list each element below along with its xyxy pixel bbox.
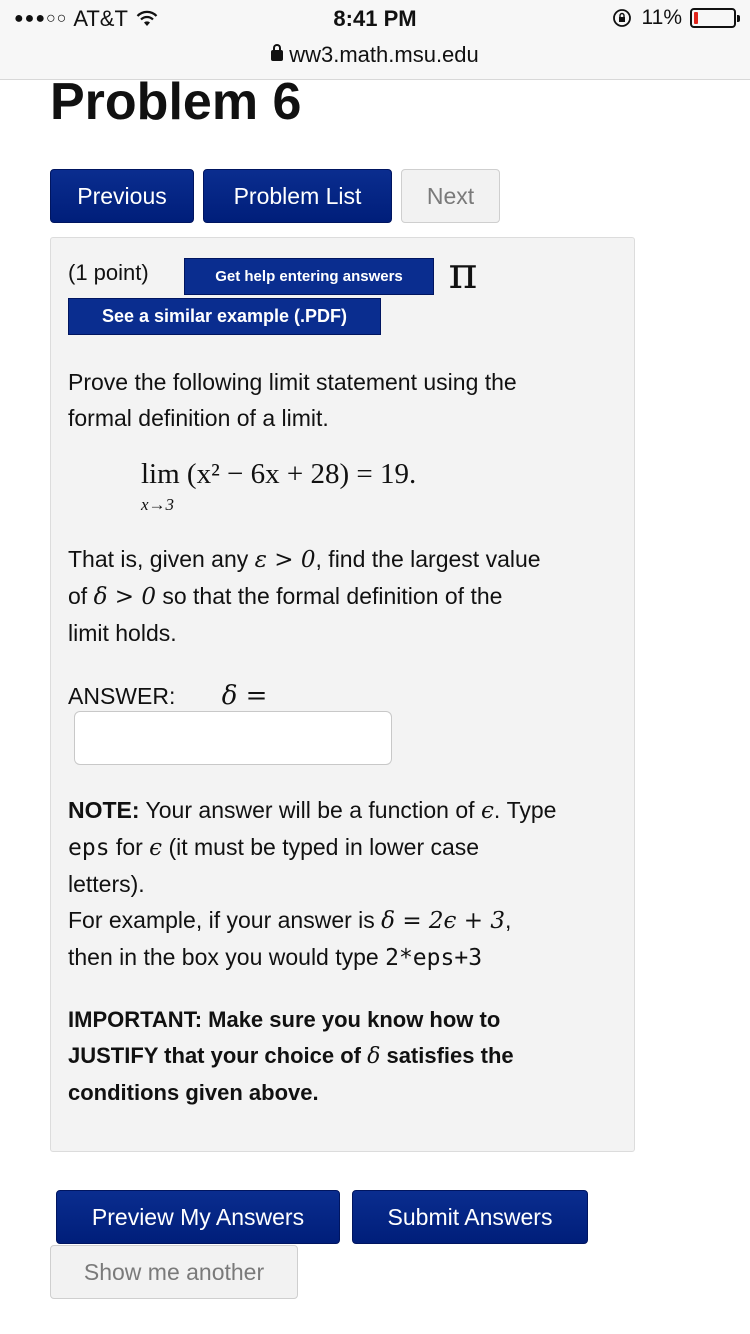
note-line-1	[68, 792, 623, 829]
instruction-text	[68, 541, 623, 651]
eps-code: eps	[68, 835, 110, 861]
intro-line-2: formal definition of a limit.	[68, 405, 329, 431]
help-entering-answers-button[interactable]: Get help entering answers	[184, 258, 434, 295]
limit-subscript: x→3	[141, 495, 175, 514]
instruction-line-3: limit holds.	[68, 620, 177, 646]
important-text-part: JUSTIFY that your choice of	[68, 1043, 368, 1068]
note-line-2	[68, 829, 623, 866]
pi-icon[interactable]: π	[448, 248, 478, 299]
show-another-button[interactable]: Show me another	[50, 1245, 298, 1299]
note-text-part: (it must be typed in lower case	[162, 834, 480, 860]
url-text: ww3.math.msu.edu	[289, 42, 479, 67]
similar-example-button[interactable]: See a similar example (.PDF)	[68, 298, 381, 335]
signal-strength-icon: ●●●○○	[14, 10, 68, 27]
epsilon-symbol: ϵ	[480, 798, 494, 824]
important-line-3: conditions given above.	[68, 1080, 319, 1105]
clock: 8:41 PM	[333, 6, 417, 31]
problem-panel	[50, 237, 635, 1152]
important-text	[68, 1002, 623, 1111]
example-code: 2*eps+3	[385, 945, 483, 971]
instruction-text-part: of	[68, 583, 94, 609]
answer-row	[68, 678, 623, 714]
delta-condition: δ > 0	[93, 584, 156, 610]
important-line-2	[68, 1038, 623, 1075]
rotation-lock-icon	[612, 8, 632, 28]
example-text-part: ,	[504, 907, 512, 933]
example-line-2	[68, 939, 623, 976]
page-title: Problem 6	[50, 73, 302, 131]
problem-list-button[interactable]: Problem List	[203, 169, 392, 223]
epsilon-symbol: ϵ	[149, 835, 163, 861]
point-value: (1 point)	[68, 260, 149, 285]
example-expression: δ = 2ϵ + 3	[381, 908, 505, 934]
battery-icon	[690, 8, 736, 28]
instruction-text-part: , find the largest value	[315, 546, 541, 572]
instruction-text-part: That is, given any	[68, 546, 255, 572]
lock-icon	[271, 50, 283, 61]
battery-level-fill	[694, 12, 698, 24]
answer-input[interactable]	[74, 711, 392, 765]
intro-text	[68, 364, 623, 436]
previous-button[interactable]: Previous	[50, 169, 194, 223]
preview-answers-button[interactable]: Preview My Answers	[56, 1190, 340, 1244]
answer-label: ANSWER:	[68, 683, 176, 709]
limit-expression: lim (x² − 6x + 28) = 19.	[141, 458, 417, 490]
address-bar[interactable]	[0, 42, 750, 68]
status-bar	[0, 0, 750, 80]
note-text-part: for	[109, 834, 150, 860]
intro-line-1: Prove the following limit statement using the	[68, 369, 517, 395]
note-text-part: . Type	[493, 797, 557, 823]
note-line-3: letters).	[68, 871, 145, 897]
example-text-part: For example, if your answer is	[68, 907, 382, 933]
submit-answers-button[interactable]: Submit Answers	[352, 1190, 588, 1244]
next-button[interactable]: Next	[401, 169, 500, 223]
example-line-1	[68, 902, 623, 939]
carrier-name: AT&T	[73, 6, 128, 31]
delta-equals: δ =	[221, 681, 268, 711]
note-text	[68, 792, 623, 976]
example-text-part: then in the box you would type	[68, 944, 386, 970]
instruction-text-part: so that the formal definition of the	[155, 583, 503, 609]
instruction-line-1	[68, 541, 623, 578]
important-text-part: satisfies the	[380, 1043, 514, 1068]
delta-symbol: δ	[367, 1044, 381, 1069]
epsilon-condition: ε > 0	[254, 547, 316, 573]
note-label: NOTE:	[68, 797, 140, 823]
instruction-line-2	[68, 578, 623, 615]
important-line-1: IMPORTANT: Make sure you know how to	[68, 1007, 501, 1032]
note-text-part: Your answer will be a function of	[139, 797, 481, 823]
battery-percent: 11%	[641, 6, 682, 29]
battery-info	[612, 6, 736, 30]
